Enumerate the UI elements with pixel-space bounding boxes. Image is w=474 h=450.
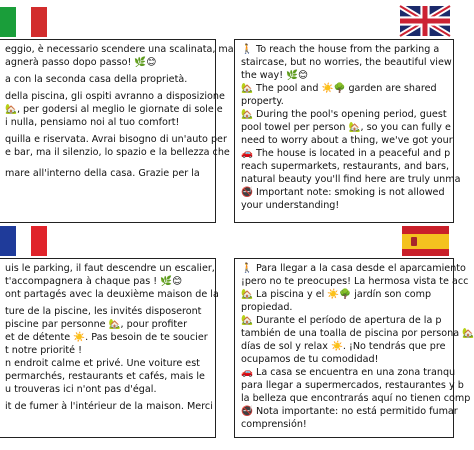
text-line: 🚶 Para llegar a la casa desde el aparcamiento — [241, 263, 466, 274]
italian-text-panel — [0, 39, 234, 223]
flag-stripe-blue — [0, 226, 16, 256]
text-line: i nulla, pensiamo noi al tuo comfort! — [5, 117, 180, 128]
text-line: t notre priorité ! — [5, 345, 82, 356]
flag-stripe-red — [31, 226, 47, 256]
text-line: ocupamos de tu comodidad! — [241, 354, 379, 365]
text-line: 🏡 Durante el período de apertura de la p — [241, 315, 442, 326]
text-line: permarchés, restaurants et cafés, mais le — [5, 371, 205, 382]
text-line: della piscina, gli ospiti avranno a disposizione — [5, 91, 225, 102]
text-line: 🏡, per godersi al meglio le giornate di sole e — [5, 104, 223, 115]
flag-stripe-white — [16, 226, 32, 256]
text-line: 🚗 The house is located in a peaceful and p — [241, 148, 451, 159]
text-line: need to worry about a thing, we've got your — [241, 135, 453, 146]
flag-stripe-white — [16, 7, 32, 37]
text-line: también de una toalla de piscina por persona 🏡 — [241, 328, 474, 339]
english-text-panel — [234, 39, 461, 223]
text-line: 🚗 La casa se encuentra en una zona tranqu — [241, 367, 456, 378]
text-line: ont partagés avec la deuxième maison de la — [5, 289, 219, 300]
text-line: agnerà passo dopo passo! 🌿😊 — [5, 57, 157, 68]
spanish-text-panel — [234, 258, 474, 438]
text-line: property. — [241, 96, 284, 107]
text-line: 🏡 During the pool's opening period, guest — [241, 109, 447, 120]
text-line: u trouveras ici n'ont pas d'égal. — [5, 384, 157, 395]
french-text-panel — [0, 258, 219, 438]
text-line: la belleza que encontrarás aquí no tienen comp — [241, 393, 471, 404]
text-line: propiedad. — [241, 302, 293, 313]
flag-stripe-red — [402, 249, 449, 257]
text-line: your understanding! — [241, 200, 340, 211]
text-line: 🏡 The pool and ☀️🌳 garden are shared — [241, 83, 437, 94]
text-line: quilla e riservata. Avrai bisogno di un'auto per — [5, 134, 227, 145]
flag-stripe-red — [402, 226, 449, 234]
text-line: para llegar a supermercados, restaurantes y b — [241, 380, 464, 391]
italian-flag — [0, 7, 47, 37]
text-line: a con la seconda casa della proprietà. — [5, 74, 188, 85]
text-line: natural beauty you'll find here are truly unma — [241, 174, 461, 185]
text-line: días de sol y relax ☀️. ¡No tendrás que pre — [241, 341, 446, 352]
text-line: 🚶 To reach the house from the parking a — [241, 44, 440, 55]
text-line: pool towel per person 🏡, so you can fully e — [241, 122, 451, 133]
text-line: 🏡 La piscina y el ☀️🌳 jardín son comp — [241, 289, 432, 300]
text-line: e bar, ma il silenzio, lo spazio e la bellezza che — [5, 147, 230, 158]
text-line: eggio, è necessario scendere una scalinata, ma — [5, 44, 234, 55]
flag-stripe-green — [0, 7, 16, 37]
text-line: 🚭 Nota importante: no está permitido fumar — [241, 406, 458, 417]
text-line: 🚭 Important note: smoking is not allowed — [241, 187, 445, 198]
flag-stripe-yellow — [402, 234, 449, 249]
uk-flag — [400, 6, 450, 36]
text-line: uis le parking, il faut descendre un escalier, — [5, 263, 215, 274]
text-line: staircase, but no worries, the beautiful view — [241, 57, 452, 68]
text-line: it de fumer à l'intérieur de la maison. Merci — [5, 401, 213, 412]
text-line: t'accompagnera à chaque pas ! 🌿😊 — [5, 276, 183, 287]
text-line: reach supermarkets, restaurants, and bars, — [241, 161, 450, 172]
text-line: comprensión! — [241, 419, 307, 430]
text-line: mare all'interno della casa. Grazie per la — [5, 168, 200, 179]
text-line: the way! 🌿😊 — [241, 70, 309, 81]
french-flag — [0, 226, 47, 256]
text-line: n endroit calme et privé. Une voiture est — [5, 358, 200, 369]
flag-stripe-red — [31, 7, 47, 37]
text-line: piscine par personne 🏡, pour profiter — [5, 319, 188, 330]
text-line: ¡pero no te preocupes! La hermosa vista te acc — [241, 276, 469, 287]
text-line: et de détente ☀️. Pas besoin de te soucier — [5, 332, 208, 343]
spanish-flag — [402, 226, 449, 256]
text-line: ture de la piscine, les invités disposeront — [5, 306, 202, 317]
coat-of-arms-icon — [411, 237, 417, 246]
